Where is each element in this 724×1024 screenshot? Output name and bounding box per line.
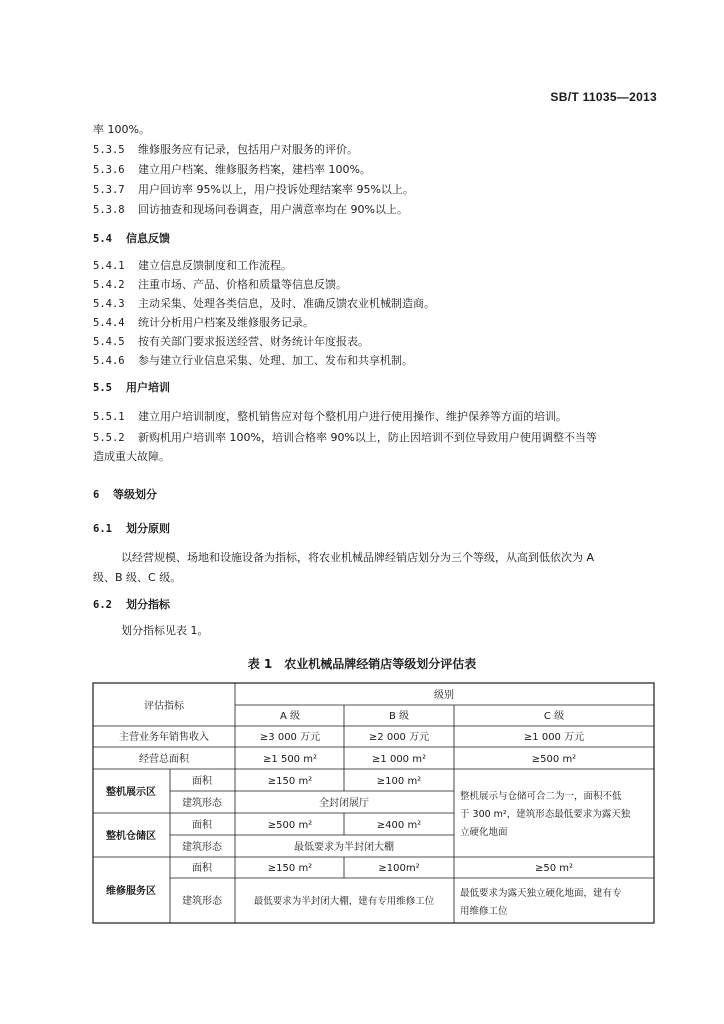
table-title: 表 1 农业机械品牌经销店等级划分评估表 [247,657,477,671]
clause-5-5-2: 5.5.2 新购机用户培训率 100%，培训合格率 90%以上，防止因培训不到位导致用户使用调整不当等 [93,431,597,444]
cell-showroom-form-ab: 全封闭展厅 [319,798,369,809]
clause-5-3-5: 5.3.5 维修服务应有记录，包括用户对服务的评价。 [93,143,358,156]
standard-number: SB/T 11035—2013 [550,90,657,104]
cell-revenue-a: ≥3 000 万元 [259,732,321,743]
clause-5-5-1: 5.5.1 建立用户培训制度，整机销售应对每个整机用户进行使用操作、维护保养等方面的培训。 [93,410,567,423]
cell-repair-area-b: ≥100m² [378,863,420,874]
cell-storage-area-a: ≥500 m² [267,820,313,831]
text-line: 造成重大故障。 [93,450,170,463]
cell-repair-form-c-line-1: 最低要求为露天独立硬化地面，建有专 [460,888,622,899]
clause-5-3-6: 5.3.6 建立用户档案、维修服务档案，建档率 100%。 [93,163,371,176]
group-label-repair: 维修服务区 [106,886,156,897]
row-label-total-area: 经营总面积 [139,754,189,765]
clause-5-4-5: 5.4.5 按有关部门要求报送经营、财务统计年度报表。 [93,335,369,348]
cell-repair-area-c: ≥50 m² [534,863,574,874]
row-label-revenue: 主营业务年销售收入 [119,732,209,743]
group-label-storage: 整机仓储区 [106,831,156,842]
clause-5-3-8: 5.3.8 回访抽查和现场问卷调查，用户满意率均在 90%以上。 [93,203,408,216]
cell-showroom-area-a: ≥150 m² [267,776,313,787]
text-line: 率 100%。 [93,123,150,136]
sub-label-building-form: 建筑形态 [182,896,222,907]
section-heading-6-2: 6.2 划分指标 [93,598,170,611]
header-a-level: A 级 [279,711,301,722]
cell-c-merged-line-3: 立硬化地面 [460,827,508,838]
paragraph-line: 划分指标见表 1。 [121,624,209,637]
header-indicator: 评估指标 [144,701,184,712]
header-level: 级别 [434,690,454,701]
paragraph-line: 以经营规模、场地和设施设备为指标，将农业机械品牌经销店划分为三个等级，从高到低依次为 A [121,551,595,564]
clause-5-4-3: 5.4.3 主动采集、处理各类信息，及时、准确反馈农业机械制造商。 [93,297,435,310]
cell-c-merged-line-1: 整机展示与仓储可合二为一，面积不低 [460,791,622,802]
sub-label-building-form: 建筑形态 [182,842,222,853]
group-label-showroom: 整机展示区 [106,787,156,798]
clause-5-4-6: 5.4.6 参与建立行业信息采集、处理、加工、发布和共享机制。 [93,354,413,367]
cell-total-area-c: ≥500 m² [531,754,577,765]
clause-5-4-2: 5.4.2 注重市场、产品、价格和质量等信息反馈。 [93,278,347,291]
cell-revenue-b: ≥2 000 万元 [368,732,430,743]
clause-5-3-7: 5.3.7 用户回访率 95%以上，用户投诉处理结案率 95%以上。 [93,183,414,196]
cell-c-merged-line-2: 于 300 m²，建筑形态最低要求为露天独 [460,809,631,820]
cell-total-area-a: ≥1 500 m² [263,754,317,765]
cell-repair-form-ab: 最低要求为半封闭大棚，建有专用维修工位 [253,896,435,907]
cell-storage-form-ab: 最低要求为半封闭大棚 [294,842,394,853]
header-c-level: C 级 [543,711,565,722]
cell-repair-form-c-line-2: 用维修工位 [460,906,508,917]
clause-5-4-1: 5.4.1 建立信息反馈制度和工作流程。 [93,259,292,272]
sub-label-area: 面积 [192,820,212,831]
section-heading-5-4: 5.4 信息反馈 [93,232,170,245]
section-heading-5-5: 5.5 用户培训 [93,381,170,394]
sub-label-area: 面积 [192,863,212,874]
header-b-level: B 级 [388,711,410,722]
table-border [93,683,654,923]
cell-total-area-b: ≥1 000 m² [372,754,426,765]
sub-label-area: 面积 [192,776,212,787]
section-heading-6: 6 等级划分 [93,488,157,501]
cell-revenue-c: ≥1 000 万元 [523,732,585,743]
section-heading-6-1: 6.1 划分原则 [93,522,170,535]
clause-5-4-4: 5.4.4 统计分析用户档案及维修服务记录。 [93,316,314,329]
sub-label-building-form: 建筑形态 [182,798,222,809]
cell-storage-area-b: ≥400 m² [376,820,422,831]
cell-repair-area-a: ≥150 m² [267,863,313,874]
cell-showroom-area-b: ≥100 m² [376,776,422,787]
paragraph-line: 级、B 级、C 级。 [93,571,182,584]
